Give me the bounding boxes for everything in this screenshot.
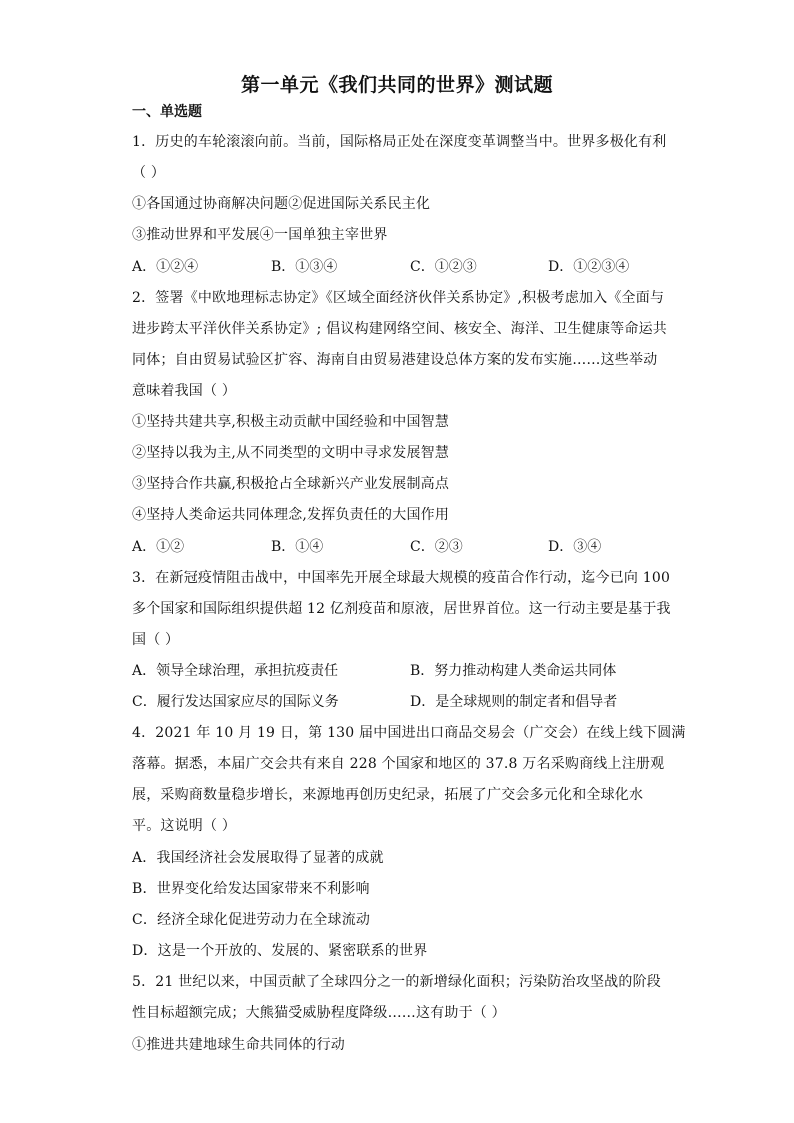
q4-stem-line: 落幕。据悉，本届广交会共有来自 228 个国家和地区的 37.8 万名采购商线上注册观: [132, 756, 665, 772]
q2-stem-line: 进步跨太平洋伙伴关系协定》; 倡议构建网络空间、核安全、海洋、卫生健康等命运共: [132, 321, 667, 337]
q2-option-a: A．①②: [132, 539, 185, 555]
q3-stem-line: 国（ ）: [132, 632, 180, 648]
q1-option-b: B．①③④: [271, 259, 338, 275]
page-title: 第一单元《我们共同的世界》测试题: [240, 74, 553, 96]
q3-stem-line: 3．在新冠疫情阻击战中，中国率先开展全球最大规模的疫苗合作行动，迄今已向 100: [132, 570, 671, 586]
q4-option-c: C．经济全球化促进劳动力在全球流动: [132, 912, 371, 928]
q2-stem-line: 2．签署《中欧地理标志协定》《区域全面经济伙伴关系协定》,积极考虑加入《全面与: [132, 290, 665, 306]
q3-option-c: C．履行发达国家应尽的国际义务: [132, 694, 339, 710]
q1-stem-line: （ ）: [132, 165, 166, 181]
q2-stem-line: 意味着我国（ ）: [132, 383, 237, 399]
q2-option-d: D．③④: [548, 539, 602, 555]
q1-stem-line: 1．历史的车轮滚滚向前。当前，国际格局正处在深度变革调整当中。世界多极化有利: [132, 134, 667, 150]
section-heading: 一、单选题: [132, 104, 202, 120]
q1-option-a: A．①②④: [132, 259, 199, 275]
q5-stem-line: 性目标超额完成；大熊猫受威胁程度降级……这有助于（ ）: [132, 1005, 506, 1021]
q4-option-a: A．我国经济社会发展取得了显著的成就: [132, 850, 384, 866]
q2-stem-line: 同体；自由贸易试验区扩容、海南自由贸易港建设总体方案的发布实施……这些举动: [132, 352, 658, 368]
q2-option-b: B．①④: [271, 539, 324, 555]
q4-stem-line: 展，采购商数量稳步增长，来源地再创历史纪录，拓展了广交会多元化和全球化水: [132, 787, 644, 803]
q3-option-b: B．努力推动构建人类命运共同体: [410, 663, 617, 679]
q4-stem-line: 平。这说明（ ）: [132, 818, 237, 834]
q1-statement: ③推动世界和平发展④一国单独主宰世界: [132, 227, 388, 243]
q1-option-d: D．①②③④: [548, 259, 630, 275]
q2-statement: ①坚持共建共享,积极主动贡献中国经验和中国智慧: [132, 414, 450, 430]
q5-statement: ①推进共建地球生命共同体的行动: [132, 1037, 345, 1053]
q2-statement: ④坚持人类命运共同体理念,发挥负责任的大国作用: [132, 507, 450, 523]
q1-option-c: C．①②③: [410, 259, 477, 275]
q3-option-d: D．是全球规则的制定者和倡导者: [410, 694, 618, 710]
q3-stem-line: 多个国家和国际组织提供超 12 亿剂疫苗和原液，居世界首位。这一行动主要是基于我: [132, 601, 671, 617]
q2-option-c: C．②③: [410, 539, 463, 555]
q1-statement: ①各国通过协商解决问题②促进国际关系民主化: [132, 196, 431, 212]
q2-statement: ③坚持合作共赢,积极抢占全球新兴产业发展制高点: [132, 476, 450, 492]
q4-stem-line: 4．2021 年 10 月 19 日，第 130 届中国进出口商品交易会（广交会）在线上线下圆满: [132, 725, 686, 741]
q4-option-b: B．世界变化给发达国家带来不利影响: [132, 881, 370, 897]
q3-option-a: A．领导全球治理，承担抗疫责任: [132, 663, 339, 679]
q4-option-d: D．这是一个开放的、发展的、紧密联系的世界: [132, 943, 428, 959]
q5-stem-line: 5．21 世纪以来，中国贡献了全球四分之一的新增绿化面积；污染防治攻坚战的阶段: [132, 974, 661, 990]
q2-statement: ②坚持以我为主,从不同类型的文明中寻求发展智慧: [132, 445, 450, 461]
